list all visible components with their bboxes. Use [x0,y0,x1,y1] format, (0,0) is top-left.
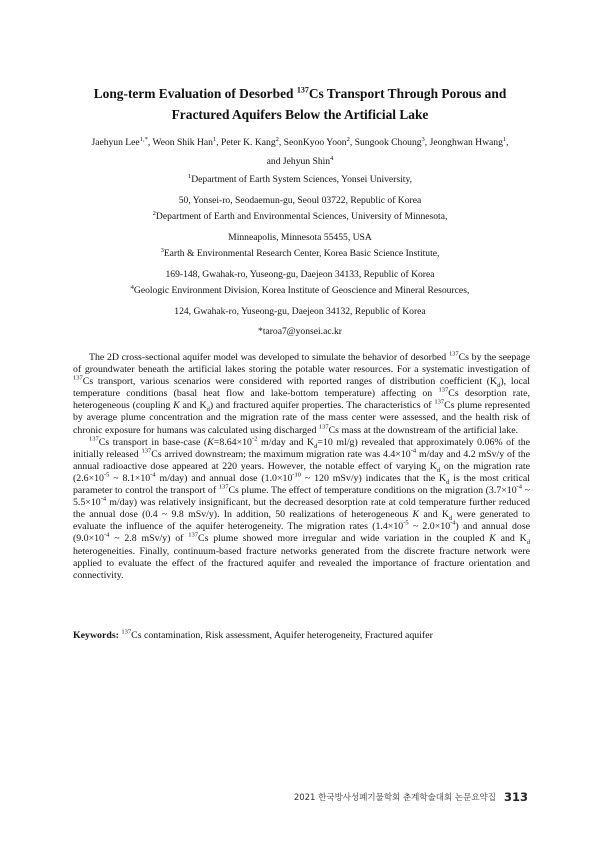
keywords-text: Cs contamination, Risk assessment, Aquifer heterogeneity, Fractured aquifer [131,630,433,641]
abstract-paragraph-1: The 2D cross-sectional aquifer model was developed to simulate the behavior of desorbed $^{137}$Cs by the seepage of groundwater beneath the artificial lakes storing the potable water resources. For a systematic investigation of $^{137}$Cs transport, various scenarios were considered with reported ranges of distribution coefficient $(K_d)$, local temperature conditions (basal heat flow and lake-bottom temperature) affecting on $^{137}$Cs desorption rate, heterogeneous (coupling K and $K_d$) and fractured aquifer properties. The characteristics of $^{137}$Cs plume represented by average plume concentration and the migration rate of the mass center were assessed, and the health risk of chronic exposure for humans was calculated using discharged $^{137}$Cs mass at the downstream of the artificial lake. [73,350,531,436]
affiliation-2: $^2$Department of Earth and Environmental Sciences, University of Minnesota, Minneapolis, Minnesota 55455, USA [152,209,448,243]
title-line-2: Fractured Aquifers Below the Artificial Lake [171,107,429,122]
proceedings-name: 2021 한국방사성폐기물학회 춘계학술대회 논문요약집 [293,793,496,803]
abstract [73,352,530,582]
affiliation-1: $^1$Department of Earth System Sciences, Yonsei University, 50, Yonsei-ro, Seodaemun-gu, Seoul 03722, Republic of Korea [178,172,422,206]
author-list: Jaehyun Lee$^{1,*}$, Weon Shik Han$^1$, Peter K. Kang$^2$, SeonKyoo Yoon$^2$, Sungook Choung$^3$, Jeonghwan Hwang$^1$, and Jehyun Shin$^4$ [91,135,509,167]
corresponding-email: *taroa7@yonsei.ac.kr [258,326,342,337]
abstract-paragraph-2: $^{137}$Cs transport in base-case ($K=8.64\times 10^{-2}$ m/day and $K_d=10$ ml/g) revealed that approximately 0.06% of the initially released $^{137}$Cs arrived downstream; the maximum migration rate was $4.4\times 10^{-4}$ m/day and 4.2 mSv/y of the annual radioactive dose appeared at 220 years. However, the notable effect of varying $K_d$ on the migration rate ($2.6\times 10^{-5}$ ~ $8.1\times 10^{-4}$ m/day) and annual dose ($1.0\times 10^{-10}$ ~ 120 mSv/y) indicates that the $K_d$ is the most critical parameter to control the transport of $^{137}$Cs plume. The effect of temperature conditions on the migration ($3.7\times 10^{-4}$ ~ $5.5\times 10^{-4}$ m/day) was relatively insignificant, but the decreased desorption rate at cold temperature further reduced the annual dose (0.4 ~ 9.8 mSv/y). In addition, 50 realizations of heterogeneous K and $K_d$ were generated to evaluate the influence of the aquifer heterogeneity. The migration rates ($1.4\times 10^{-5}$ ~ $2.0\times 10^{-4}$) and annual dose ($9.0\times 10^{-4}$ ~ 2.8 mSv/y) of $^{137}$Cs plume showed more irregular and wide variation in the coupled K and $K_d$ heterogeneities. Finally, continuum-based fracture networks generated from the discrete fracture network were applied to evaluate the effect of the fractured aquifer and revealed the importance of fracture orientation and connectivity. [73,435,531,581]
affiliation-4: $^4$Geologic Environment Division, Korea Institute of Geoscience and Mineral Resources, 124, Gwahak-ro, Yuseong-gu, Daejeon 34132, Republic of Korea *taroa7@yonsei.ac.kr [60,281,540,343]
paper-title [60,83,540,125]
title-line-1: Long-term Evaluation of Desorbed $^{137}$Cs Transport Through Porous and [93,85,507,101]
keywords-label: Keywords: [73,630,119,641]
keywords: Keywords: $^{137}$Cs contamination, Risk assessment, Aquifer heterogeneity, Fractured aquifer [73,628,433,641]
page-footer [294,790,528,804]
page-number: 313 [503,790,528,804]
affiliation-3: $^3$Earth & Environmental Research Center, Korea Basic Science Institute, 169-148, Gwahak-ro, Yuseong-gu, Daejeon 34133, Republic of Korea [160,246,440,280]
